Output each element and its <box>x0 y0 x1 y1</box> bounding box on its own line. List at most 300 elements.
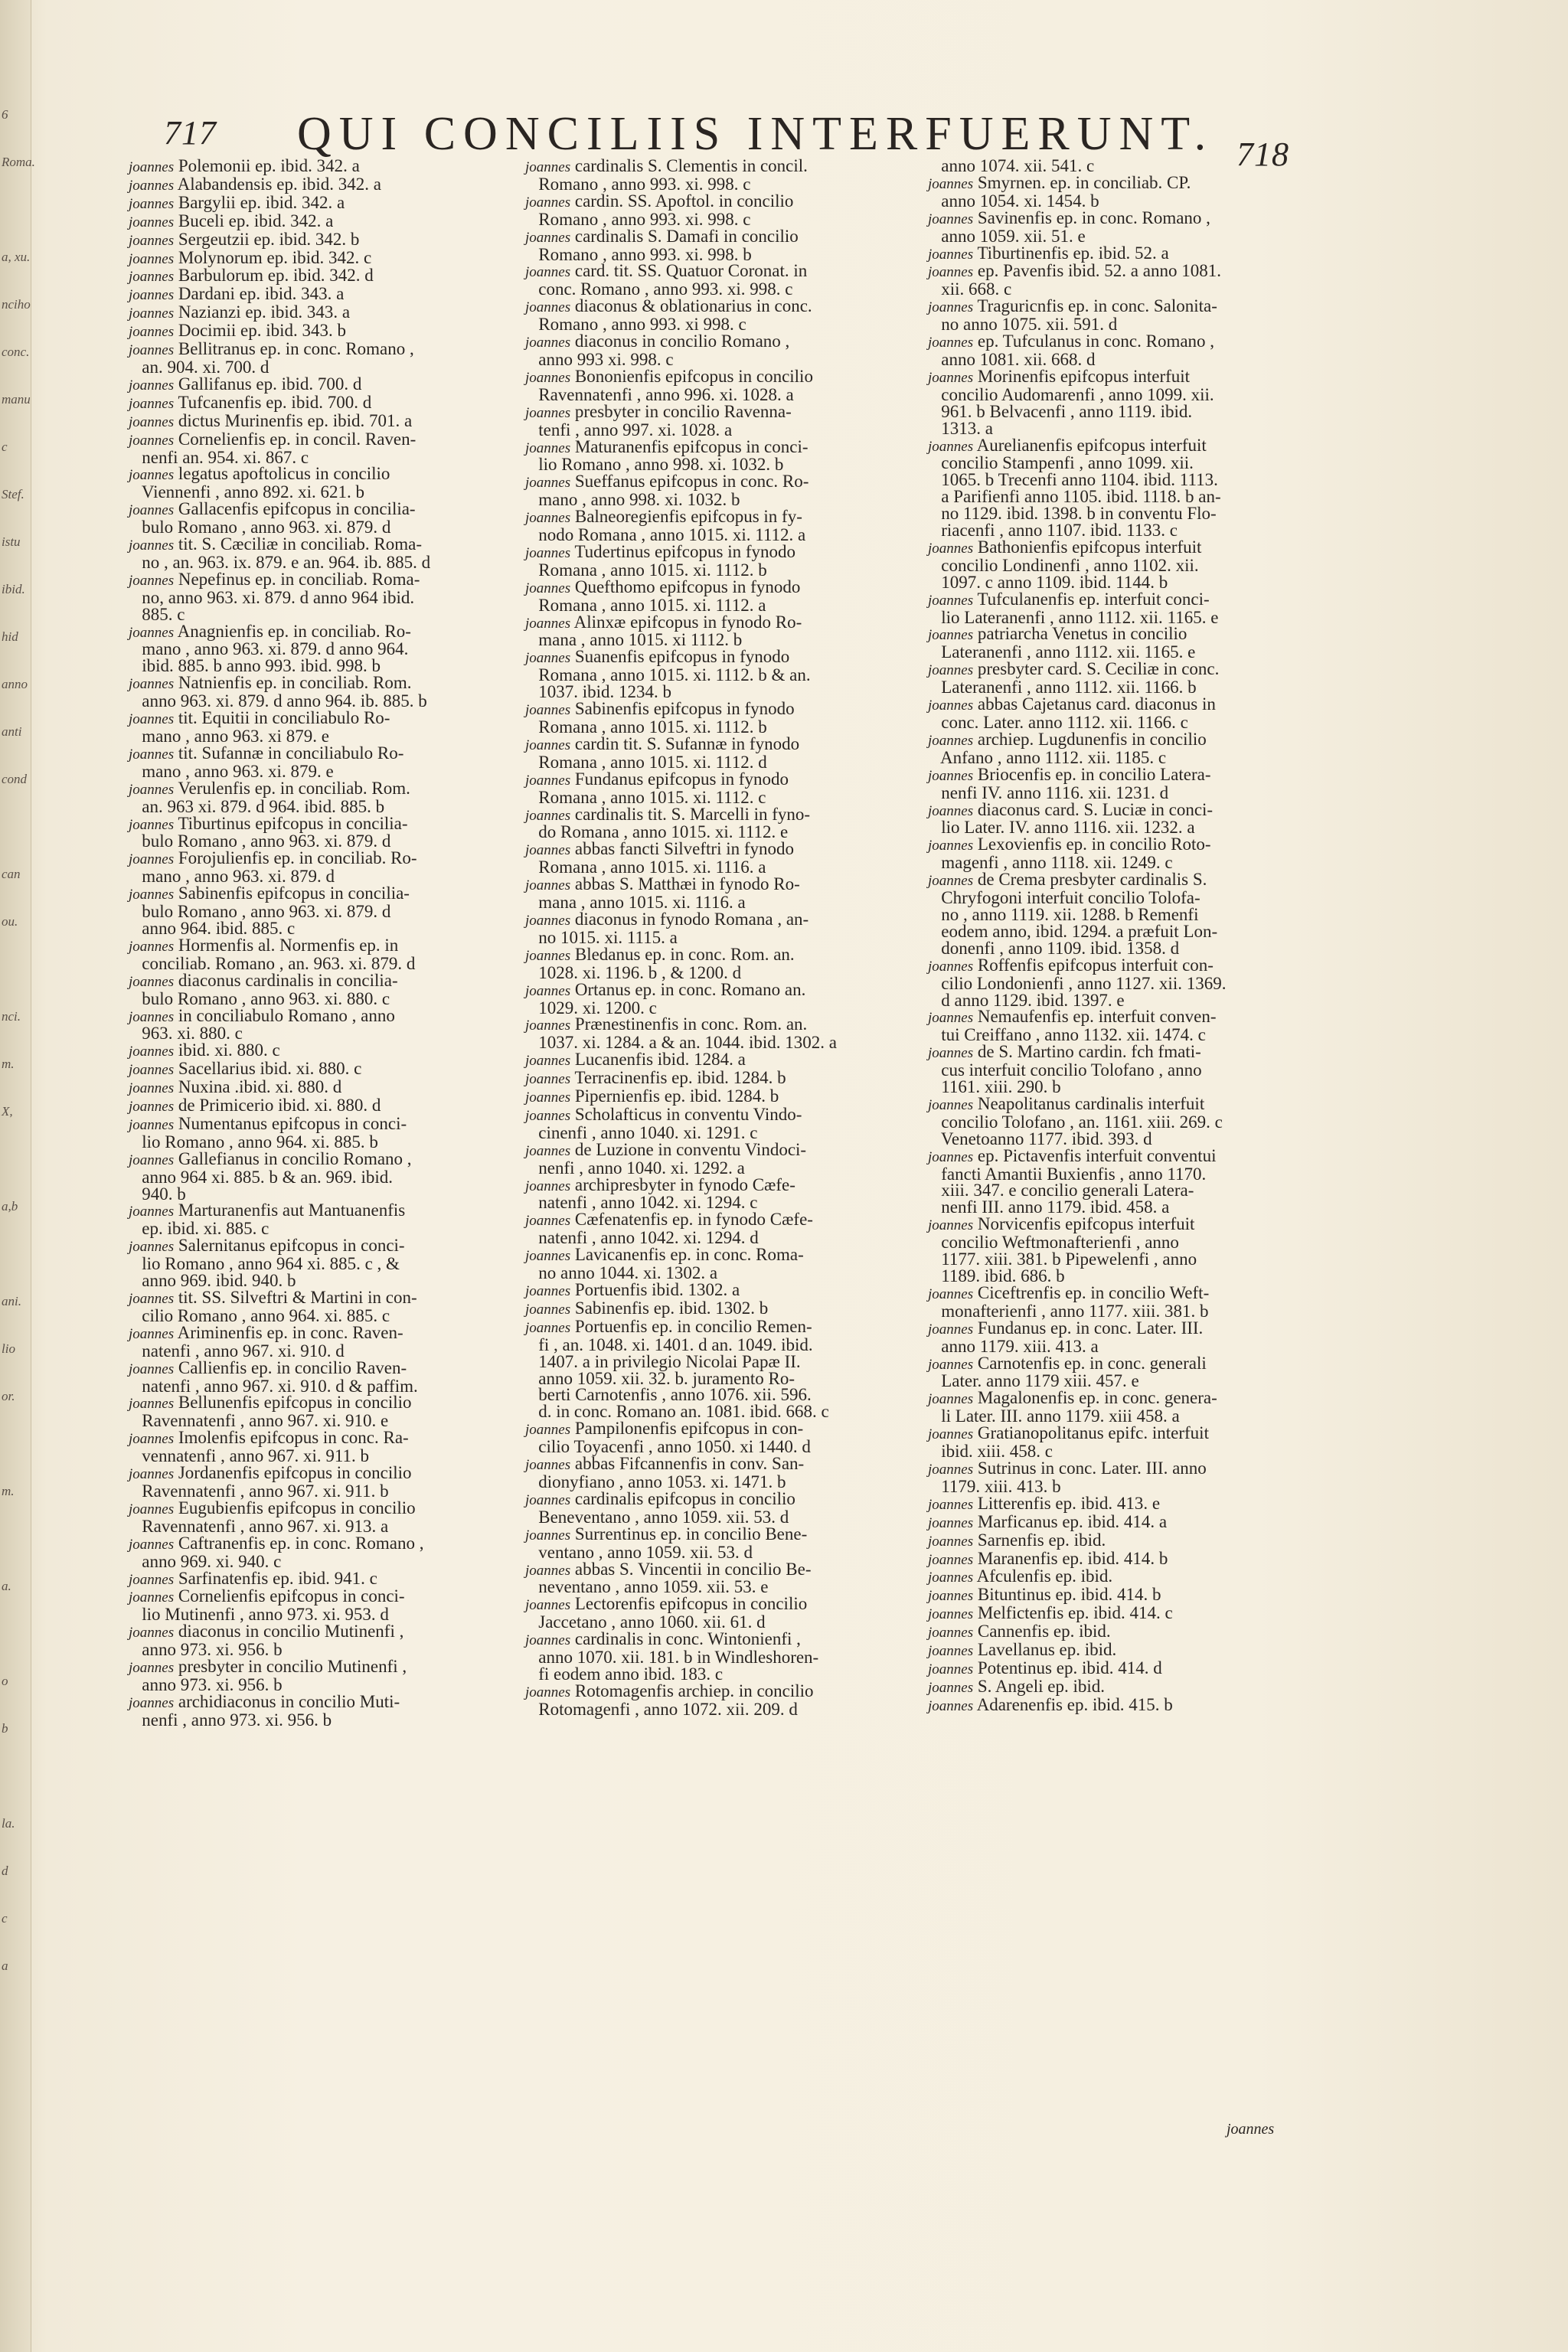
entry-headword: joannes <box>129 1291 175 1307</box>
index-line <box>928 906 1326 923</box>
entry-headword: joannes <box>129 537 175 554</box>
index-line <box>525 979 916 1000</box>
entry-headword: joannes <box>129 232 175 249</box>
margin-fragment: ou. <box>2 914 18 929</box>
entry-text: cus interfuit concilio Tolofano , anno <box>928 1060 1202 1080</box>
entry-headword: joannes <box>525 772 571 789</box>
entry-text: nenfi , anno 973. xi. 956. b <box>129 1710 332 1730</box>
entry-text: lio Mutinenfi , anno 973. xi. 953. d <box>129 1605 389 1625</box>
index-line <box>928 1182 1326 1199</box>
margin-fragment: m. <box>2 1057 15 1071</box>
index-line <box>129 885 519 903</box>
index-line <box>928 1216 1326 1234</box>
index-line <box>525 1300 916 1318</box>
index-line <box>129 1357 519 1378</box>
index-line <box>129 1186 519 1203</box>
index-line <box>129 1322 519 1343</box>
index-line <box>129 484 519 501</box>
entry-text: Gratianopolitanus epifc. interfuit <box>973 1423 1209 1443</box>
margin-fragment: istu <box>2 534 21 549</box>
entry-text: Barbulorum ep. ibid. 342. d <box>174 266 374 286</box>
index-line <box>525 422 916 439</box>
entry-headword: joannes <box>928 697 974 714</box>
margin-fragment: b <box>2 1721 8 1736</box>
entry-text: ep. Tufculanus in conc. Romano , <box>973 332 1215 351</box>
index-line <box>928 207 1326 228</box>
entry-text: Romana , anno 1015. xi. 1112. c <box>525 787 766 807</box>
index-line <box>928 1586 1326 1605</box>
entry-text: cardinalis S. Clementis in concil. <box>570 156 808 175</box>
index-line <box>525 176 916 193</box>
entry-text: anno 993 xi. 998. c <box>525 349 674 369</box>
index-line <box>525 1370 916 1387</box>
index-line <box>928 263 1326 281</box>
index-line <box>129 304 519 322</box>
entry-text: natenfi , anno 1042. xi. 1294. c <box>525 1193 758 1213</box>
entry-text: Molynorum ep. ibid. 342. c <box>174 247 372 267</box>
margin-fragment: c <box>2 1911 8 1926</box>
entry-text: diaconus card. S. Luciæ in conci- <box>973 799 1214 819</box>
entry-headword: joannes <box>129 195 175 212</box>
entry-text: Imolenfis epifcopus in conc. Ra- <box>174 1428 409 1448</box>
entry-text: diaconus cardinalis in concilia- <box>174 970 398 990</box>
entry-headword: joannes <box>525 439 571 456</box>
entry-headword: joannes <box>928 438 974 455</box>
entry-text: Magalonenfis ep. in conc. genera- <box>973 1388 1217 1408</box>
entry-text: Afculenfis ep. ibid. <box>973 1566 1113 1586</box>
right-column <box>928 158 1326 1715</box>
index-line <box>928 420 1326 437</box>
index-line <box>525 841 916 859</box>
index-line <box>928 1460 1326 1478</box>
entry-text: d. in conc. Romano an. 1081. ibid. 668. c <box>525 1402 829 1422</box>
index-line <box>525 614 916 632</box>
index-line <box>928 281 1326 298</box>
entry-text: Jaccetano , anno 1060. xii. 61. d <box>525 1612 766 1632</box>
entry-headword: joannes <box>928 1606 974 1623</box>
index-line <box>525 263 916 281</box>
entry-headword: joannes <box>525 1142 571 1159</box>
entry-headword: joannes <box>525 1319 571 1336</box>
entry-headword: joannes <box>928 1514 974 1531</box>
entry-text: 963. xi. 880. c <box>129 1024 243 1044</box>
index-line <box>525 193 916 211</box>
index-line <box>129 322 519 341</box>
index-line <box>129 1079 519 1097</box>
entry-text: Lavellanus ep. ibid. <box>973 1640 1117 1660</box>
index-line <box>129 1413 519 1429</box>
index-line <box>525 1701 916 1718</box>
index-line <box>129 850 519 868</box>
entry-text: patriarcha Venetus in concilio <box>973 624 1187 644</box>
margin-fragment: lio <box>2 1341 15 1356</box>
index-line <box>928 1199 1326 1216</box>
entry-text: archiep. Lugdunenfis in concilio <box>973 729 1207 749</box>
entry-text: nenfi III. anno 1179. ibid. 458. a <box>928 1197 1170 1217</box>
index-line <box>525 1631 916 1649</box>
margin-fragment: ibid. <box>2 582 25 596</box>
index-line <box>525 1351 916 1371</box>
index-line <box>928 1282 1326 1303</box>
index-line <box>129 158 519 176</box>
index-line <box>928 661 1326 679</box>
entry-text: Pipernienfis ep. ibid. 1284. b <box>570 1086 779 1106</box>
index-line <box>928 1145 1326 1166</box>
entry-headword: joannes <box>129 1361 175 1377</box>
entry-headword: joannes <box>525 1632 571 1649</box>
entry-headword: joannes <box>928 1533 974 1550</box>
left-column <box>129 158 519 1729</box>
entry-text: xiii. 347. e concilio generali Latera- <box>928 1181 1194 1200</box>
entry-headword: joannes <box>525 1283 571 1299</box>
entry-text: Dardani ep. ibid. 343. a <box>174 284 345 304</box>
index-line <box>525 1579 916 1596</box>
index-line <box>129 1535 519 1553</box>
entry-headword: joannes <box>525 842 571 859</box>
entry-headword: joannes <box>129 1204 175 1220</box>
entry-text: lio Later. IV. anno 1116. xii. 1232. a <box>928 818 1195 838</box>
index-line <box>525 316 916 333</box>
entry-text: Portuenfis ibid. 1302. a <box>570 1280 740 1299</box>
entry-text: Fundanus ep. in conc. Later. III. <box>973 1318 1204 1338</box>
entry-headword: joannes <box>928 1461 974 1478</box>
entry-text: concilio Tolofano , an. 1161. xiii. 269. c <box>928 1112 1223 1132</box>
index-line <box>525 436 916 457</box>
index-line <box>129 920 519 937</box>
index-line <box>129 519 519 536</box>
index-line <box>928 245 1326 263</box>
entry-headword: joannes <box>928 1679 974 1696</box>
index-line <box>525 298 916 316</box>
entry-text: Suanenfis epifcopus in fynodo <box>570 647 790 667</box>
index-line <box>129 194 519 213</box>
entry-text: bulo Romano , anno 963. xi. 879. d <box>129 518 391 537</box>
entry-headword: joannes <box>928 299 974 316</box>
index-line <box>525 1403 916 1420</box>
entry-text: abbas fancti Silveftri in fynodo <box>570 839 795 859</box>
entry-text: Romano , anno 993. xi. 998. c <box>525 174 751 194</box>
index-line <box>525 911 916 929</box>
index-line <box>129 1148 519 1169</box>
entry-headword: joannes <box>129 973 175 990</box>
index-line <box>129 1588 519 1606</box>
entry-headword: joannes <box>928 627 974 644</box>
index-line <box>928 923 1326 940</box>
entry-headword: joannes <box>129 1080 175 1097</box>
entry-headword: joannes <box>525 1527 571 1544</box>
entry-text: Venetoanno 1177. ibid. 393. d <box>928 1129 1152 1148</box>
entry-headword: joannes <box>525 982 571 999</box>
entry-text: concilio Audomarenfi , anno 1099. xii. <box>928 384 1214 404</box>
index-line <box>928 158 1326 175</box>
index-line <box>928 1027 1326 1044</box>
index-line <box>129 1483 519 1500</box>
entry-text: tit. SS. Silveftri & Martini in con- <box>174 1288 417 1307</box>
running-title: QUI CONCILIIS INTERFUERUNT. <box>297 108 1214 160</box>
entry-text: anno 964 xi. 885. b & an. 969. ibid. <box>129 1167 393 1187</box>
entry-headword: joannes <box>525 1422 571 1439</box>
index-line <box>928 455 1326 472</box>
margin-fragment: a,b <box>2 1199 18 1214</box>
entry-text: bulo Romano , anno 963. xi. 879. d <box>129 831 391 851</box>
index-line <box>129 1465 519 1483</box>
index-line <box>928 384 1326 404</box>
entry-text: fancti Amantii Buxienfis , anno 1170. <box>928 1164 1207 1184</box>
index-line <box>129 1500 519 1518</box>
index-line <box>525 158 916 176</box>
entry-text: diaconus in concilio Romano , <box>570 332 790 351</box>
entry-text: Ravennatenfi , anno 996. xi. 1028. a <box>525 384 794 404</box>
index-line <box>525 1160 916 1177</box>
index-line <box>928 1234 1326 1251</box>
entry-text: anno 1179. xiii. 413. a <box>928 1336 1099 1356</box>
index-line <box>129 1220 519 1237</box>
entry-text: 1161. xiii. 290. b <box>928 1077 1061 1097</box>
index-line <box>129 1570 519 1589</box>
entry-text: mano , anno 963. xi. 879. d <box>129 867 335 887</box>
entry-text: Chryfogoni interfuit concilio Tolofa- <box>928 888 1200 908</box>
entry-text: Morinenfis epifcopus interfuit <box>973 366 1191 386</box>
entry-text: 1313. a <box>928 418 993 438</box>
index-line <box>525 1282 916 1300</box>
entry-text: Lateranenfi , anno 1112. xii. 1165. e <box>928 642 1196 662</box>
entry-text: no , an. 963. ix. 879. e an. 964. ib. 885. d <box>129 552 431 572</box>
index-line <box>525 1683 916 1701</box>
index-line <box>525 733 916 754</box>
index-line <box>928 1303 1326 1320</box>
index-line <box>928 1495 1326 1514</box>
entry-text: Melfictenfis ep. ibid. 414. c <box>973 1603 1173 1623</box>
entry-text: in conciliabulo Romano , anno <box>174 1005 395 1025</box>
entry-headword: joannes <box>129 305 175 322</box>
entry-text: berti Carnotenfis , anno 1076. xii. 596. <box>525 1385 812 1405</box>
index-line <box>525 1230 916 1246</box>
margin-fragment: a <box>2 1958 8 1973</box>
entry-text: lio Romano , anno 964. xi. 885. b <box>129 1132 378 1152</box>
entry-headword: joannes <box>928 592 974 609</box>
index-line <box>928 316 1326 333</box>
entry-text: an. 904. xi. 700. d <box>129 357 270 377</box>
entry-text: Tudertinus epifcopus in fynodo <box>570 541 795 561</box>
entry-text: Lectorenfis epifcopus in concilio <box>570 1594 808 1614</box>
entry-text: Tiburtinus epifcopus in concilia- <box>174 813 408 833</box>
index-line <box>525 244 916 264</box>
index-line <box>928 1568 1326 1586</box>
entry-text: Nuxina .ibid. xi. 880. d <box>174 1077 342 1097</box>
entry-text: Bledanus ep. in conc. Rom. an. <box>570 944 795 964</box>
entry-text: Bituntinus ep. ibid. 414. b <box>973 1585 1161 1605</box>
entry-headword: joannes <box>525 1248 571 1265</box>
index-line <box>129 176 519 194</box>
index-line <box>129 1237 519 1256</box>
index-line <box>129 641 519 658</box>
entry-headword: joannes <box>129 1431 175 1448</box>
entry-headword: joannes <box>129 1589 175 1606</box>
entry-text: 1407. a in privilegio Nicolai Papæ II. <box>525 1351 801 1371</box>
entry-headword: joannes <box>129 746 175 763</box>
entry-headword: joannes <box>129 413 175 430</box>
entry-text: Maranenfis ep. ibid. 414. b <box>973 1548 1168 1568</box>
entry-text: Sarnenfis ep. ibid. <box>973 1530 1106 1550</box>
index-line <box>525 1000 916 1017</box>
entry-text: Surrentinus ep. in concilio Bene- <box>570 1524 808 1544</box>
entry-text: Terracinenfis ep. ibid. 1284. b <box>570 1068 786 1088</box>
entry-headword: joannes <box>129 432 175 449</box>
index-line <box>928 626 1326 644</box>
entry-headword: joannes <box>928 732 974 749</box>
index-line <box>525 211 916 228</box>
entry-headword: joannes <box>928 246 974 263</box>
margin-fragment: X, <box>2 1104 13 1119</box>
entry-text: Maturanenfis epifcopus in conci- <box>570 436 808 456</box>
entry-headword: joannes <box>928 335 974 351</box>
index-line <box>928 591 1326 609</box>
entry-headword: joannes <box>129 342 175 359</box>
index-line <box>129 745 519 763</box>
entry-headword: joannes <box>928 1321 974 1338</box>
entry-text: Marturanenfis aut Mantuanenfis <box>174 1200 406 1220</box>
index-line <box>928 1251 1326 1268</box>
entry-text: Tufculanenfis ep. interfuit conci- <box>973 589 1210 609</box>
index-line <box>525 1051 916 1070</box>
entry-text: cardinalis in conc. Wintonienfi , <box>570 1629 801 1649</box>
entry-text: Portuenfis ep. in concilio Remen- <box>570 1316 812 1336</box>
index-line <box>928 472 1326 488</box>
index-line <box>928 368 1326 387</box>
index-line <box>129 1623 519 1642</box>
entry-headword: joannes <box>129 269 175 286</box>
entry-text: natenfi , anno 967. xi. 910. d <box>129 1341 345 1361</box>
index-line <box>129 1606 519 1623</box>
index-line <box>928 522 1326 539</box>
index-line <box>525 1439 916 1455</box>
entry-text: anno 969. ibid. 940. b <box>129 1271 296 1291</box>
index-line <box>928 1320 1326 1338</box>
entry-headword: joannes <box>525 877 571 894</box>
index-line <box>928 1443 1326 1460</box>
index-line <box>525 579 916 597</box>
entry-text: 1177. xiii. 381. b Pipewelenfi , anno <box>928 1250 1197 1269</box>
entry-headword: joannes <box>928 662 974 679</box>
entry-headword: joannes <box>928 1217 974 1234</box>
entry-text: diaconus & oblationarius in conc. <box>570 296 812 316</box>
index-line <box>129 286 519 304</box>
index-line <box>525 962 916 982</box>
index-line <box>129 247 519 268</box>
entry-text: Rotomagenfi , anno 1072. xii. 209. d <box>525 1699 798 1719</box>
index-line <box>525 824 916 841</box>
entry-headword: joannes <box>129 502 175 519</box>
entry-text: conc. Romano , anno 993. xi. 998. c <box>525 279 793 299</box>
entry-text: de S. Martino cardin. fch fmati- <box>973 1042 1201 1062</box>
index-line <box>525 1211 916 1230</box>
index-line <box>525 1194 916 1211</box>
index-line <box>525 929 916 946</box>
index-line <box>129 675 519 693</box>
entry-text: Briocenfis ep. in concilio Latera- <box>973 764 1211 784</box>
entry-text: Romana , anno 1015. xi. 1112. b <box>525 717 767 737</box>
entry-headword: joannes <box>525 1301 571 1318</box>
entry-headword: joannes <box>928 873 974 890</box>
index-line <box>525 562 916 579</box>
entry-text: legatus apoftolicus in concilio <box>174 464 390 484</box>
entry-headword: joannes <box>525 650 571 667</box>
entry-headword: joannes <box>525 1089 571 1106</box>
index-line <box>129 1256 519 1272</box>
entry-headword: joannes <box>928 1551 974 1568</box>
index-line <box>928 714 1326 731</box>
index-line <box>129 1518 519 1535</box>
entry-headword: joannes <box>928 1588 974 1605</box>
entry-text: Bononienfis epifcopus in concilio <box>570 366 813 386</box>
index-line <box>928 747 1326 767</box>
index-line <box>928 1062 1326 1079</box>
index-line <box>525 281 916 298</box>
entry-headword: joannes <box>928 540 974 557</box>
entry-headword: joannes <box>129 159 175 175</box>
index-line <box>525 806 916 825</box>
entry-headword: joannes <box>928 1697 974 1714</box>
entry-text: archipresbyter in fynodo Cæfe- <box>570 1174 795 1194</box>
entry-headword: joannes <box>928 264 974 281</box>
entry-headword: joannes <box>525 737 571 753</box>
entry-text: 1189. ibid. 686. b <box>928 1266 1065 1285</box>
entry-text: anno 1054. xi. 1454. b <box>928 191 1099 211</box>
entry-text: tenfi , anno 997. xi. 1028. a <box>525 420 733 439</box>
entry-text: nenfi , anno 1040. xi. 1292. a <box>525 1158 745 1178</box>
entry-text: Romana , anno 1015. xi. 1112. b & an. <box>525 665 811 685</box>
entry-text: dionyfiano , anno 1053. xi. 1471. b <box>525 1472 786 1491</box>
entry-headword: joannes <box>129 816 175 833</box>
entry-text: Alinxæ epifcopus in fynodo Ro- <box>570 612 802 632</box>
entry-text: card. tit. SS. Quatuor Coronat. in <box>570 261 808 281</box>
index-line <box>129 796 519 816</box>
index-line <box>129 1060 519 1079</box>
entry-text: no, anno 963. xi. 879. d anno 964 ibid. <box>129 587 415 607</box>
entry-headword: joannes <box>525 615 571 632</box>
entry-text: Sabinenfis epifcopus in concilia- <box>174 884 410 903</box>
entry-text: monafterienfi , anno 1177. xiii. 381. b <box>928 1301 1209 1321</box>
margin-fragment: manu <box>2 392 31 407</box>
entry-text: Ortanus ep. in conc. Romano an. <box>570 979 806 999</box>
index-line <box>928 193 1326 210</box>
index-line <box>525 1596 916 1614</box>
index-line <box>129 710 519 728</box>
entry-headword: joannes <box>129 377 175 394</box>
entry-text: diaconus in concilio Mutinenfi , <box>174 1622 404 1642</box>
margin-fragment: ani. <box>2 1294 21 1308</box>
index-line <box>525 597 916 614</box>
index-line <box>928 351 1326 368</box>
entry-text: Bellunenfis epifcopus in concilio <box>174 1393 412 1413</box>
index-line <box>129 1394 519 1413</box>
entry-text: conciliab. Romano , an. 963. xi. 879. d <box>129 953 416 973</box>
entry-text: tui Creiffano , anno 1132. xii. 1474. c <box>928 1025 1206 1045</box>
index-line <box>525 667 916 684</box>
entry-text: Buceli ep. ibid. 342. a <box>174 211 334 230</box>
entry-headword: joannes <box>525 1684 571 1700</box>
entry-headword: joannes <box>928 802 974 819</box>
entry-text: Eugubienfis epifcopus in concilio <box>174 1498 416 1517</box>
entry-text: ibid. xiii. 458. c <box>928 1442 1053 1462</box>
entry-text: Romana , anno 1015. xi. 1116. a <box>525 858 766 877</box>
entry-text: no , anno 1119. xii. 1288. b Remenfi <box>928 904 1199 924</box>
entry-headword: joannes <box>928 838 974 854</box>
index-line <box>928 1008 1326 1027</box>
index-line <box>525 719 916 736</box>
index-line <box>525 1649 916 1666</box>
entry-headword: joannes <box>928 1643 974 1660</box>
